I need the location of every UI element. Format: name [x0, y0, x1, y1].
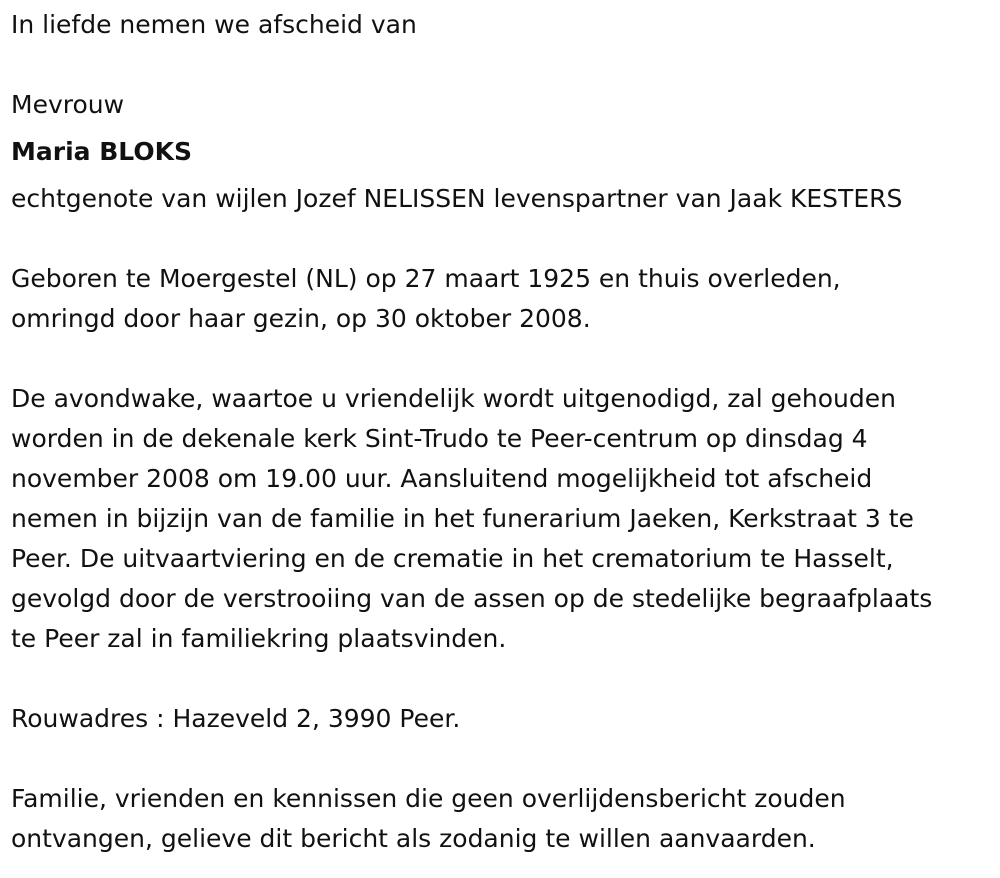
text-line: Geboren te Moergestel (NL) op 27 maart 1925 en thuis overleden,: [11, 264, 841, 293]
text-line: ontvangen, gelieve dit bericht als zodanig te willen aanvaarden.: [11, 824, 816, 853]
text-line: omringd door haar gezin, op 30 oktober 2008.: [11, 304, 591, 333]
text-line: worden in de dekenale kerk Sint-Trudo te Peer-centrum op dinsdag 4: [11, 424, 868, 453]
relation-line: echtgenote van wijlen Jozef NELISSEN levenspartner van Jaak KESTERS: [11, 184, 903, 213]
text-line: gevolgd door de verstrooiing van de assen op de stedelijke begraafplaats: [11, 584, 933, 613]
intro-line: In liefde nemen we afscheid van: [11, 10, 417, 39]
spacer: [11, 339, 991, 379]
deceased-name: Maria BLOKS: [11, 137, 192, 166]
obituary-notice: [11, 5, 991, 859]
text-line: te Peer zal in familiekring plaatsvinden.: [11, 624, 507, 653]
text-line: november 2008 om 19.00 uur. Aansluitend mogelijkheid tot afscheid: [11, 464, 873, 493]
text-line: Peer. De uitvaartviering en de crematie in het crematorium te Hasselt,: [11, 544, 894, 573]
text-line: Familie, vrienden en kennissen die geen overlijdensbericht zouden: [11, 784, 846, 813]
spacer: [11, 219, 991, 259]
spacer: [11, 739, 991, 779]
birth-death-paragraph: [11, 259, 991, 339]
salutation: Mevrouw: [11, 90, 125, 119]
ceremony-paragraph: [11, 379, 991, 659]
spacer: [11, 45, 991, 85]
spacer: [11, 659, 991, 699]
text-line: De avondwake, waartoe u vriendelijk wordt uitgenodigd, zal gehouden: [11, 384, 896, 413]
mourning-address: Rouwadres : Hazeveld 2, 3990 Peer.: [11, 704, 461, 733]
closing-paragraph: [11, 779, 991, 859]
text-line: nemen in bijzijn van de familie in het funerarium Jaeken, Kerkstraat 3 te: [11, 504, 914, 533]
